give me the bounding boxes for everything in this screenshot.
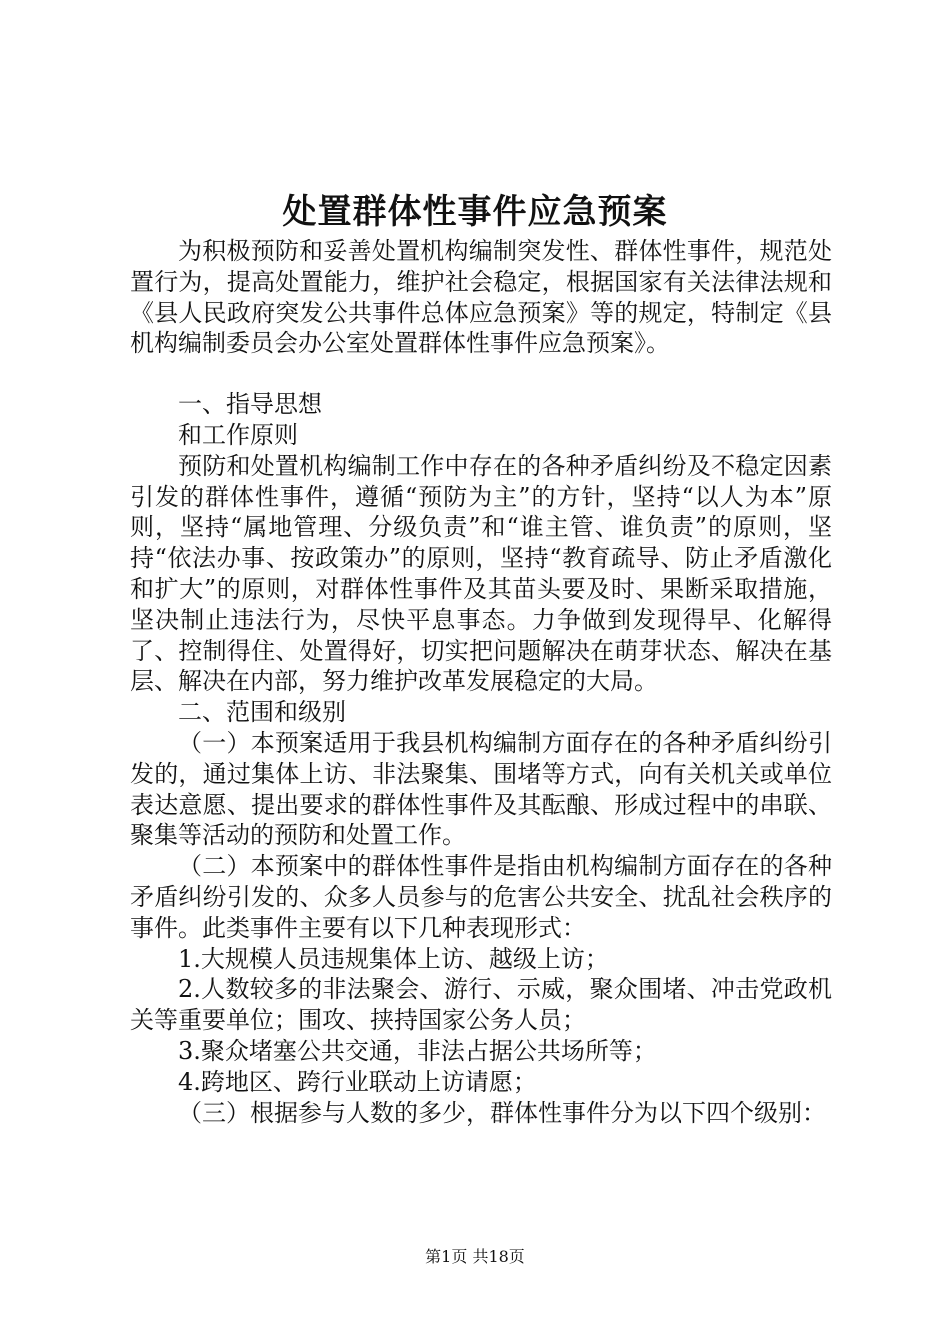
paragraph-intro: 为积极预防和妥善处置机构编制突发性、群体性事件，规范处置行为，提高处置能力，维护社会稳定，根据国家有关法律法规和《县人民政府突发公共事件总体应急预案》等的规定，特制定《县机构编制委员会办公室处置群体性事件应急预案》。: [130, 237, 832, 358]
list-item-1: 1.大规模人员违规集体上访、越级上访；: [178, 944, 609, 973]
paragraph-scope-1: （一）本预案适用于我县机构编制方面存在的各种矛盾纠纷引发的，通过集体上访、非法聚集、围堵等方式，向有关机关或单位表达意愿、提出要求的群体性事件及其酝酿、形成过程中的串联、聚集等活动的预防和处置工作。: [130, 728, 832, 850]
section-heading-2: 二、范围和级别: [178, 698, 346, 727]
document-title: 处置群体性事件应急预案: [282, 192, 668, 232]
list-item-3: 3.聚众堵塞公共交通，非法占据公共场所等；: [178, 1036, 657, 1065]
paragraph-levels: （三）根据参与人数的多少，群体性事件分为以下四个级别：: [178, 1098, 826, 1127]
paragraph-scope-2: （二）本预案中的群体性事件是指由机构编制方面存在的各种矛盾纠纷引发的、众多人员参与的危害公共安全、扰乱社会秩序的事件。此类事件主要有以下几种表现形式：: [130, 852, 832, 942]
list-item-4: 4.跨地区、跨行业联动上访请愿；: [178, 1067, 537, 1096]
list-item-2: 2.人数较多的非法聚会、游行、示威，聚众围堵、冲击党政机关等重要单位；围攻、挟持国家公务人员；: [130, 975, 832, 1035]
section-heading-1-cont: 和工作原则: [178, 420, 298, 449]
page-footer: 第1页 共18页: [425, 1247, 525, 1266]
paragraph-principles: 预防和处置机构编制工作中存在的各种矛盾纠纷及不稳定因素引发的群体性事件，遵循“预防为主”的方针，坚持“以人为本”原则，坚持“属地管理、分级负责”和“谁主管、谁负责”的原则，坚持“依法办事、按政策办”的原则，坚持“教育疏导、防止矛盾激化和扩大”的原则，对群体性事件及其苗头要及时、果断采取措施，坚决制止违法行为，尽快平息事态。力争做到发现得早、化解得了、控制得住、处置得好，切实把问题解决在萌芽状态、解决在基层、解决在内部，努力维护改革发展稳定的大局。: [130, 451, 832, 696]
document-body: [130, 236, 832, 1128]
section-heading-1: 一、指导思想: [178, 390, 322, 419]
